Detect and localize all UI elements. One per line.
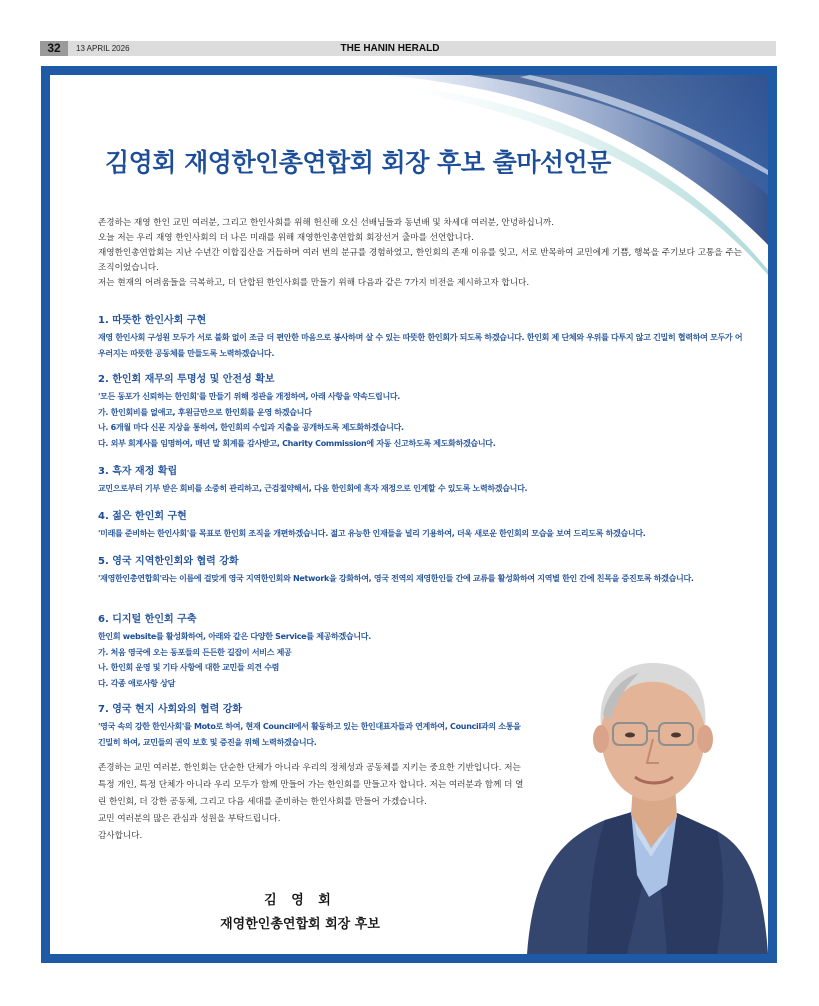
section-heading: 6. 디지털 한인회 구축 xyxy=(98,614,197,625)
section-text: 나. 6개월 마다 신문 지상을 통하여, 한인회의 수입과 지출을 공개하도록 제도화하겠습니다. xyxy=(98,423,404,432)
section-heading: 3. 흑자 재정 확립 xyxy=(98,466,178,477)
vision-section-4 xyxy=(98,507,748,542)
issue-date: 13 APRIL 2026 xyxy=(76,44,130,53)
intro-text xyxy=(98,216,748,291)
vision-section-3 xyxy=(98,462,748,497)
closing-paragraph: 감사합니다. xyxy=(98,831,143,841)
candidate-title: 재영한인총연합회 회장 후보 xyxy=(220,917,380,932)
intro-line: 재영한인총연합회는 지난 수년간 이합집산을 거듭하며 여러 번의 분규를 경험하였고, 한인회의 존재 이유를 잊고, 서로 반목하여 교민에게 기쁨, 행복을 주기보다 고통을 주는 조직이었습니다. xyxy=(98,248,742,273)
candidate-photo xyxy=(527,635,768,954)
closing-paragraph: 교민 여러분의 많은 관심과 성원을 부탁드립니다. xyxy=(98,814,281,824)
section-text: 다. 각종 애로사항 상담 xyxy=(98,678,176,688)
page-title: 김영회 재영한인총연합회 회장 후보 출마선언문 xyxy=(105,148,611,177)
closing-paragraph: 존경하는 교민 여러분, 한인회는 단순한 단체가 아니라 우리의 정체성과 공동체를 지키는 중요한 기반입니다. 저는 특정 개인, 특정 단체가 아니라 우리 모두가 함께 만들어 가는 한인회를 만들고자 합니다. 저는 여러분과 함께 더 열린 한인회, 더 강한 공동체, 그리고 다음 세대를 준비하는 한인사회를 만들어 가겠습니다. xyxy=(98,763,524,807)
vision-section-7 xyxy=(98,700,528,750)
publication-name: THE HANIN HERALD xyxy=(340,43,440,54)
intro-line: 존경하는 재영 한인 교민 여러분, 그리고 한인사회를 위해 헌신해 오신 선배님들과 동년배 및 차세대 여러분, 안녕하십니까. xyxy=(98,218,554,228)
section-text: 한인회 website를 활성화하여, 아래와 같은 다양한 Service를 제공하겠습니다. xyxy=(98,632,371,641)
intro-line: 오늘 저는 우리 재영 한인사회의 더 나은 미래를 위해 재영한인총연합회 회장선거 출마를 선언합니다. xyxy=(98,233,474,243)
vision-section-1 xyxy=(98,311,748,361)
section-text: '영국 속의 강한 한인사회'를 Moto로 하여, 현재 Council에서 활동하고 있는 한인대표자들과 연계하여, Council과의 소통을 긴밀히 하여, 교민들의 권익 보호 및 증진을 위해 노력하겠습니다. xyxy=(98,722,521,747)
page-number: 32 xyxy=(40,41,68,56)
section-heading: 7. 영국 현지 사회와의 협력 강화 xyxy=(98,704,243,715)
section-text: 교민으로부터 기부 받은 회비를 소중히 관리하고, 근검절약해서, 다음 한인회에 흑자 재정으로 인계할 수 있도록 노력하겠습니다. xyxy=(98,484,528,493)
section-text: 나. 한인회 운영 및 기타 사항에 대한 교민들 의견 수렴 xyxy=(98,663,280,672)
intro-line: 저는 현재의 어려움들을 극복하고, 더 단합된 한인사회를 만들기 위해 다음과 같은 7가지 비전을 제시하고자 합니다. xyxy=(98,278,530,288)
advertisement-frame xyxy=(41,66,777,963)
section-text: '미래를 준비하는 한인사회'를 목표로 한인회 조직을 개편하겠습니다. 젊고 유능한 인재들을 널리 기용하여, 더욱 새로운 한인회의 모습을 보여 드리도록 하겠습니다. xyxy=(98,529,646,538)
section-text: 재영 한인사회 구성원 모두가 서로 불화 없이 조금 더 편안한 마음으로 봉사하며 살 수 있는 따뜻한 한인회가 되도록 하겠습니다. 한인회 제 단체와 우위를 다투지 않고 긴밀히 협력하여 모두가 어우러지는 따뜻한 공동체를 만들도록 노력하겠습니다. xyxy=(98,333,743,358)
section-text: 가. 한인회비를 없애고, 후원금만으로 한인회를 운영 하겠습니다 xyxy=(98,407,312,417)
section-text: 다. 외부 회계사를 임명하여, 매년 말 회계를 감사받고, Charity Commission에 자동 신고하도록 제도화하겠습니다. xyxy=(98,438,496,448)
section-heading: 5. 영국 지역한인회와 협력 강화 xyxy=(98,556,239,567)
candidate-name: 김 영 회 xyxy=(264,893,336,908)
section-heading: 4. 젊은 한인회 구현 xyxy=(98,511,187,522)
vision-section-5 xyxy=(98,552,748,587)
section-heading: 2. 한인회 재무의 투명성 및 안전성 확보 xyxy=(98,374,275,385)
closing-text xyxy=(98,760,528,845)
section-heading: 1. 따뜻한 한인사회 구현 xyxy=(98,315,207,326)
section-text: '모든 동포가 신뢰하는 한인회'를 만들기 위해 정관을 개정하여, 아래 사항을 약속드립니다. xyxy=(98,392,401,401)
section-text: '재영한인총연합회'라는 이름에 걸맞게 영국 지역한인회와 Network을 강화하여, 영국 전역의 재영한인들 간에 교류를 활성화하여 지역별 한인 간에 친목을 증진토록 하겠습니다. xyxy=(98,574,694,583)
section-text: 가. 처음 영국에 오는 동포들의 든든한 길잡이 서비스 제공 xyxy=(98,647,292,657)
vision-section-2 xyxy=(98,370,748,451)
